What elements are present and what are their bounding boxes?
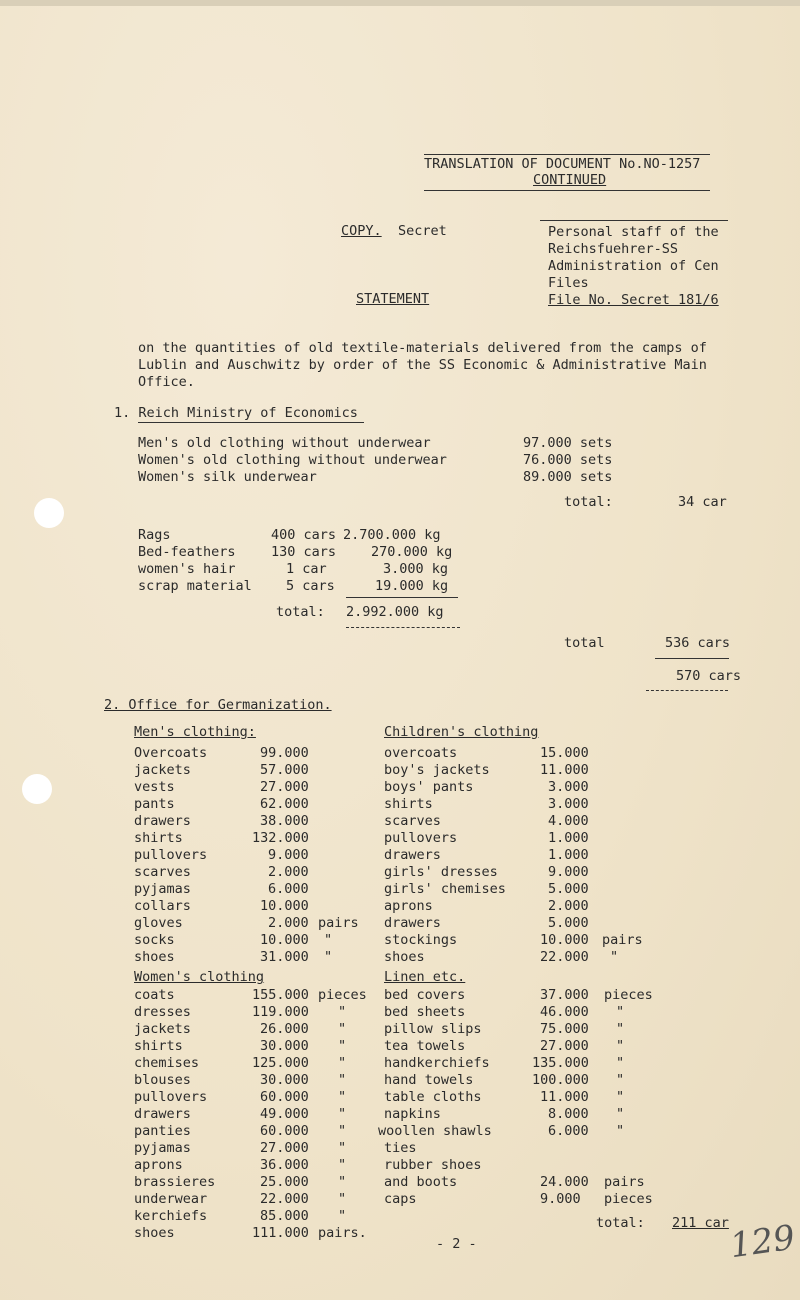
linen-value: 9.000: [540, 1191, 581, 1207]
material-label: women's hair: [138, 561, 236, 577]
childrens-value: 10.000: [540, 932, 589, 948]
womens-label: pyjamas: [134, 1140, 191, 1156]
addressee-line: Personal staff of the: [548, 224, 719, 240]
mens-value: 57.000: [260, 762, 309, 778]
mens-unit: ": [324, 932, 333, 948]
mens-value: 31.000: [260, 949, 309, 965]
linen-label: bed covers: [384, 987, 466, 1003]
item-label: Women's old clothing without underwear: [138, 452, 447, 468]
mens-label: pants: [134, 796, 175, 812]
section1-heading-text: 1. Reich Ministry of Economics: [114, 405, 358, 421]
womens-label: aprons: [134, 1157, 183, 1173]
linen-unit: ": [616, 1055, 625, 1071]
statement-label: STATEMENT: [356, 291, 430, 307]
womens-label: drawers: [134, 1106, 191, 1122]
mens-label: socks: [134, 932, 175, 948]
mens-label: Overcoats: [134, 745, 208, 761]
section1-heading-underline: [138, 422, 364, 423]
linen-value: 8.000: [548, 1106, 589, 1122]
childrens-value: 3.000: [548, 796, 589, 812]
header-rule-top: [424, 154, 710, 155]
linen-value: 24.000: [540, 1174, 589, 1190]
linen-unit: ": [616, 1038, 625, 1054]
intro-line: on the quantities of old textile-materials delivered from the camps of: [138, 340, 707, 356]
file-number: File No. Secret 181/6: [548, 292, 719, 308]
addressee-block: [548, 224, 719, 309]
childrens-label: boys' pants: [384, 779, 474, 795]
materials-total-label: total:: [276, 604, 325, 620]
childrens-value: 1.000: [548, 830, 589, 846]
childrens-label: shoes: [384, 949, 425, 965]
childrens-value: 2.000: [548, 898, 589, 914]
mens-label: drawers: [134, 813, 191, 829]
linen-label: woollen shawls: [378, 1123, 492, 1139]
mens-label: collars: [134, 898, 191, 914]
childrens-label: boy's jackets: [384, 762, 490, 778]
mens-value: 10.000: [260, 898, 309, 914]
document-title: TRANSLATION OF DOCUMENT No.NO-1257: [424, 156, 701, 172]
material-kg: 270.000 kg: [371, 544, 453, 560]
section1-heading: [114, 405, 358, 421]
linen-unit: ": [616, 1106, 625, 1122]
mens-unit: ": [324, 949, 333, 965]
material-kg: 19.000 kg: [375, 578, 449, 594]
mens-label: pyjamas: [134, 881, 191, 897]
childrens-label: aprons: [384, 898, 433, 914]
grand-total-label: total: [564, 635, 605, 651]
linen-value: 135.000: [532, 1055, 589, 1071]
childrens-label: girls' dresses: [384, 864, 498, 880]
linen-value: 37.000: [540, 987, 589, 1003]
womens-value: 30.000: [260, 1038, 309, 1054]
womens-value: 155.000: [252, 987, 309, 1003]
item-value: 76.000 sets: [523, 452, 613, 468]
intro-line: Lublin and Auschwitz by order of the SS Economic & Administrative Main: [138, 357, 707, 373]
mens-value: 9.000: [268, 847, 309, 863]
womens-value: 25.000: [260, 1174, 309, 1190]
linen-unit: ": [616, 1021, 625, 1037]
womens-value: 60.000: [260, 1123, 309, 1139]
addressee-rule: [540, 220, 728, 221]
mens-clothing-heading: Men's clothing:: [134, 724, 256, 740]
intro-line: Office.: [138, 374, 195, 390]
womens-unit: ": [338, 1089, 347, 1105]
linen-label: and boots: [384, 1174, 458, 1190]
womens-label: dresses: [134, 1004, 191, 1020]
childrens-value: 4.000: [548, 813, 589, 829]
page-number: - 2 -: [436, 1236, 477, 1252]
childrens-value: 5.000: [548, 915, 589, 931]
childrens-label: overcoats: [384, 745, 458, 761]
material-cars: 130 cars: [271, 544, 337, 560]
linen-label: handkerchiefs: [384, 1055, 490, 1071]
womens-unit: pairs.: [318, 1225, 367, 1241]
item-label: Men's old clothing without underwear: [138, 435, 431, 451]
mens-label: vests: [134, 779, 175, 795]
womens-unit: ": [338, 1123, 347, 1139]
linen-value: 46.000: [540, 1004, 589, 1020]
linen-label: table cloths: [384, 1089, 482, 1105]
mens-value: 99.000: [260, 745, 309, 761]
linen-label: tea towels: [384, 1038, 466, 1054]
linen-value: 100.000: [532, 1072, 589, 1088]
womens-unit: ": [338, 1106, 347, 1122]
linen-value: 75.000: [540, 1021, 589, 1037]
grand-total-rule: [655, 658, 729, 659]
linen-label: napkins: [384, 1106, 441, 1122]
mens-value: 38.000: [260, 813, 309, 829]
mens-value: 6.000: [268, 881, 309, 897]
womens-label: chemises: [134, 1055, 200, 1071]
childrens-value: 22.000: [540, 949, 589, 965]
childrens-label: shirts: [384, 796, 433, 812]
womens-unit: ": [338, 1072, 347, 1088]
linen-label: hand towels: [384, 1072, 474, 1088]
childrens-value: 3.000: [548, 779, 589, 795]
womens-clothing-list: [134, 987, 374, 1242]
mens-label: shoes: [134, 949, 175, 965]
linen-label: bed sheets: [384, 1004, 466, 1020]
item-label: Women's silk underwear: [138, 469, 317, 485]
mens-value: 62.000: [260, 796, 309, 812]
womens-label: kerchiefs: [134, 1208, 208, 1224]
list-item: [138, 435, 431, 451]
intro-paragraph: [138, 340, 707, 391]
grand-total-final: 570 cars: [676, 668, 742, 684]
secret-label: Secret: [398, 223, 447, 239]
addressee-line: Files: [548, 275, 589, 291]
womens-label: coats: [134, 987, 175, 1003]
mens-unit: pairs: [318, 915, 359, 931]
womens-value: 30.000: [260, 1072, 309, 1088]
childrens-label: drawers: [384, 915, 441, 931]
mens-label: shirts: [134, 830, 183, 846]
mens-value: 27.000: [260, 779, 309, 795]
linen-unit: ": [616, 1004, 625, 1020]
womens-value: 125.000: [252, 1055, 309, 1071]
mens-clothing-list: [134, 745, 374, 966]
material-label: scrap material: [138, 578, 252, 594]
womens-value: 85.000: [260, 1208, 309, 1224]
womens-value: 60.000: [260, 1089, 309, 1105]
linen-label: pillow slips: [384, 1021, 482, 1037]
womens-unit: ": [338, 1055, 347, 1071]
mens-value: 2.000: [268, 864, 309, 880]
mens-value: 2.000: [268, 915, 309, 931]
childrens-value: 15.000: [540, 745, 589, 761]
linen-label: caps: [384, 1191, 417, 1207]
linen-unit: ": [616, 1089, 625, 1105]
womens-value: 119.000: [252, 1004, 309, 1020]
mens-value: 10.000: [260, 932, 309, 948]
childrens-value: 5.000: [548, 881, 589, 897]
linen-total-value: 211 car: [672, 1215, 729, 1231]
womens-value: 22.000: [260, 1191, 309, 1207]
linen-unit: ": [616, 1072, 625, 1088]
material-kg: 2.700.000 kg: [343, 527, 441, 543]
material-label: Bed-feathers: [138, 544, 236, 560]
item-value: 89.000 sets: [523, 469, 613, 485]
womens-value: 36.000: [260, 1157, 309, 1173]
childrens-unit: pairs: [602, 932, 643, 948]
addressee-line: Reichsfuehrer-SS: [548, 241, 679, 257]
womens-value: 26.000: [260, 1021, 309, 1037]
copy-label: COPY.: [341, 223, 382, 239]
womens-unit: ": [338, 1208, 347, 1224]
womens-label: shoes: [134, 1225, 175, 1241]
womens-unit: pieces: [318, 987, 367, 1003]
linen-list: [378, 987, 664, 1208]
material-cars: 400 cars: [271, 527, 337, 543]
linen-value: 27.000: [540, 1038, 589, 1054]
addressee-line: Administration of Cen: [548, 258, 719, 274]
womens-label: blouses: [134, 1072, 191, 1088]
mens-label: pullovers: [134, 847, 208, 863]
mens-label: gloves: [134, 915, 183, 931]
womens-label: jackets: [134, 1021, 191, 1037]
womens-unit: ": [338, 1021, 347, 1037]
womens-label: panties: [134, 1123, 191, 1139]
womens-unit: ": [338, 1174, 347, 1190]
womens-unit: ": [338, 1140, 347, 1156]
linen-label: ties: [384, 1140, 417, 1156]
linen-value: 6.000: [548, 1123, 589, 1139]
material-kg: 3.000 kg: [383, 561, 449, 577]
linen-value: 11.000: [540, 1089, 589, 1105]
grand-total-underline: [646, 690, 728, 691]
linen-unit: pieces: [604, 987, 653, 1003]
childrens-unit: ": [610, 949, 619, 965]
item-value: 97.000 sets: [523, 435, 613, 451]
section1-total-label: total:: [564, 494, 613, 510]
childrens-clothing-list: [384, 745, 654, 966]
womens-label: shirts: [134, 1038, 183, 1054]
linen-label: rubber shoes: [384, 1157, 482, 1173]
materials-list: [138, 527, 468, 597]
punch-hole: [34, 498, 64, 528]
header-rule-bottom: [424, 190, 710, 191]
womens-label: pullovers: [134, 1089, 208, 1105]
childrens-label: pullovers: [384, 830, 458, 846]
handwritten-page-number: 129: [727, 1217, 798, 1267]
childrens-clothing-heading: Children's clothing: [384, 724, 539, 740]
material-cars: 5 cars: [286, 578, 335, 594]
womens-label: underwear: [134, 1191, 208, 1207]
childrens-label: scarves: [384, 813, 441, 829]
mens-value: 132.000: [252, 830, 309, 846]
scan-edge: [0, 0, 800, 6]
section1-total-value: 34 car: [678, 494, 727, 510]
linen-unit: ": [616, 1123, 625, 1139]
childrens-value: 9.000: [548, 864, 589, 880]
childrens-label: girls' chemises: [384, 881, 506, 897]
section2-heading: 2. Office for Germanization.: [104, 697, 332, 713]
womens-label: brassieres: [134, 1174, 216, 1190]
linen-heading: Linen etc.: [384, 969, 466, 985]
womens-value: 27.000: [260, 1140, 309, 1156]
material-label: Rags: [138, 527, 171, 543]
grand-total-cars: 536 cars: [665, 635, 731, 651]
punch-hole: [22, 774, 52, 804]
childrens-value: 11.000: [540, 762, 589, 778]
womens-unit: ": [338, 1038, 347, 1054]
womens-unit: ": [338, 1191, 347, 1207]
mens-label: jackets: [134, 762, 191, 778]
document-subtitle: CONTINUED: [533, 172, 607, 188]
clothing-list: [138, 435, 618, 487]
childrens-label: drawers: [384, 847, 441, 863]
womens-value: 111.000: [252, 1225, 309, 1241]
materials-total-value: 2.992.000 kg: [346, 604, 444, 620]
linen-unit: pieces: [604, 1191, 653, 1207]
childrens-label: stockings: [384, 932, 458, 948]
linen-total-label: total:: [596, 1215, 645, 1231]
linen-unit: pairs: [604, 1174, 645, 1190]
womens-unit: ": [338, 1004, 347, 1020]
mens-label: scarves: [134, 864, 191, 880]
womens-unit: ": [338, 1157, 347, 1173]
womens-value: 49.000: [260, 1106, 309, 1122]
childrens-value: 1.000: [548, 847, 589, 863]
materials-total-underline: [346, 627, 460, 628]
material-cars: 1 car: [286, 561, 327, 577]
womens-clothing-heading: Women's clothing: [134, 969, 265, 985]
materials-sum-rule: [346, 597, 458, 598]
